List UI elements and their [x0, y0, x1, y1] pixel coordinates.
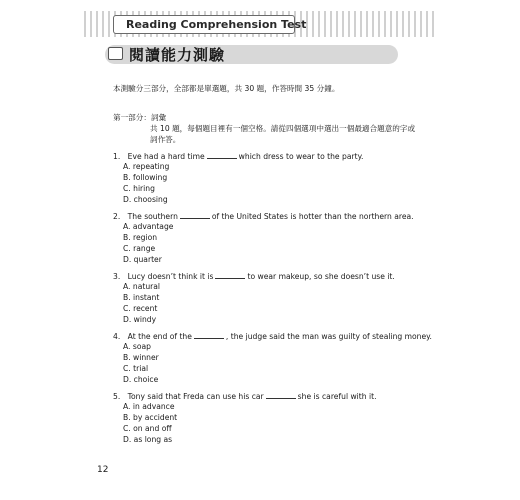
option: A. in advance — [123, 402, 175, 411]
option: D. choice — [123, 375, 159, 384]
question-number: 2. — [113, 212, 121, 221]
option: B. by accident — [123, 413, 178, 422]
question-number: 4. — [113, 332, 121, 341]
part-heading: 第一部分：詞彙 — [113, 113, 167, 122]
option: C. range — [123, 244, 156, 253]
question-stem-end: to wear makeup, so she doesn’t use it. — [247, 272, 395, 281]
option: D. as long as — [123, 435, 173, 444]
option: A. soap — [123, 342, 151, 351]
answer-blank — [207, 151, 237, 159]
question-3 — [113, 271, 395, 282]
part-instructions-line1: 共 10 題，每個題目裡有一個空格。請從四個選項中選出一個最適合題意的字或 — [150, 124, 416, 133]
running-title: Reading Comprehension Test — [126, 18, 307, 31]
option: B. winner — [123, 353, 159, 362]
intro-text: 本測驗分三部分，全部都是單選題，共 30 題，作答時間 35 分鐘。 — [113, 84, 340, 93]
option: A. repeating — [123, 162, 170, 171]
question-number: 1. — [113, 152, 121, 161]
book-icon — [108, 47, 123, 60]
answer-blank — [215, 271, 245, 279]
running-title-box — [113, 15, 307, 34]
question-stem-start: The southern — [127, 212, 178, 221]
question-5 — [113, 391, 377, 402]
option: D. windy — [123, 315, 157, 324]
question-number: 3. — [113, 272, 121, 281]
option: C. hiring — [123, 184, 155, 193]
question-stem-end: , the judge said the man was guilty of stealing money. — [225, 332, 432, 341]
option: C. on and off — [123, 424, 172, 433]
question-4 — [113, 331, 432, 342]
question-stem-end: which dress to wear to the party. — [238, 152, 364, 161]
option: B. instant — [123, 293, 160, 302]
option: D. quarter — [123, 255, 162, 264]
question-stem-end: she is careful with it. — [297, 392, 377, 401]
option: B. following — [123, 173, 168, 182]
answer-blank — [266, 391, 296, 399]
option: D. choosing — [123, 195, 168, 204]
option: A. natural — [123, 282, 161, 291]
option: A. advantage — [123, 222, 174, 231]
question-stem-start: Tony said that Freda can use his car — [127, 392, 264, 401]
question-number: 5. — [113, 392, 121, 401]
option: C. recent — [123, 304, 158, 313]
option: B. region — [123, 233, 158, 242]
section-title: 閱讀能力測驗 — [129, 46, 226, 64]
page-number: 12 — [97, 465, 109, 475]
question-stem-end: of the United States is hotter than the northern area. — [211, 212, 414, 221]
answer-blank — [180, 211, 210, 219]
answer-blank — [194, 331, 224, 339]
option: C. trial — [123, 364, 149, 373]
question-stem-start: Lucy doesn’t think it is — [127, 272, 214, 281]
question-stem-start: Eve had a hard time — [127, 152, 205, 161]
question-2 — [113, 211, 414, 222]
question-stem-start: At the end of the — [127, 332, 192, 341]
question-1 — [113, 151, 363, 162]
part-instructions-line2: 詞作答。 — [150, 135, 181, 144]
